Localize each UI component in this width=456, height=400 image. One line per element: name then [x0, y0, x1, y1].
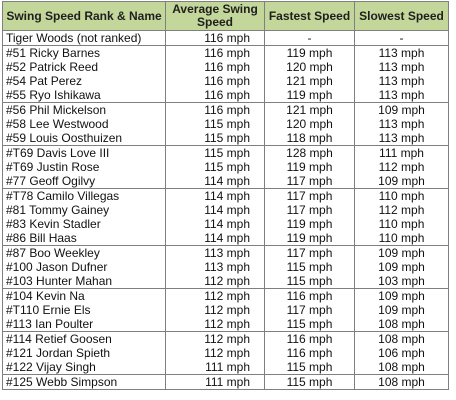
slowest-speed-cell: 110 mph: [355, 217, 449, 231]
average-speed-cell: 112 mph: [166, 274, 265, 289]
player-name-cell: Tiger Woods (not ranked): [3, 31, 166, 46]
average-speed-cell: 114 mph: [166, 174, 265, 189]
average-speed-cell: 115 mph: [166, 160, 265, 174]
player-name-cell: #122 Vijay Singh: [3, 360, 166, 375]
average-speed-cell: 115 mph: [166, 131, 265, 146]
header-row: [3, 2, 449, 31]
fastest-speed-cell: 115 mph: [265, 274, 355, 289]
fastest-speed-cell: 121 mph: [265, 103, 355, 118]
table-row: [3, 260, 449, 274]
table-row: [3, 217, 449, 231]
average-speed-cell: 111 mph: [166, 360, 265, 375]
fastest-speed-cell: 115 mph: [265, 317, 355, 332]
slowest-speed-cell: 110 mph: [355, 189, 449, 204]
player-name-cell: #121 Jordan Spieth: [3, 346, 166, 360]
fastest-speed-cell: 119 mph: [265, 46, 355, 61]
player-name-cell: #55 Ryo Ishikawa: [3, 88, 166, 103]
player-name-cell: #56 Phil Mickelson: [3, 103, 166, 118]
slowest-speed-cell: 109 mph: [355, 260, 449, 274]
slowest-speed-cell: 108 mph: [355, 360, 449, 375]
player-name-cell: #54 Pat Perez: [3, 74, 166, 88]
player-name-cell: #114 Retief Goosen: [3, 332, 166, 347]
table-row: [3, 346, 449, 360]
average-speed-cell: 114 mph: [166, 217, 265, 231]
slowest-speed-cell: -: [355, 31, 449, 46]
table-row: [3, 160, 449, 174]
average-speed-cell: 114 mph: [166, 203, 265, 217]
slowest-speed-cell: 111 mph: [355, 146, 449, 161]
player-name-cell: #104 Kevin Na: [3, 289, 166, 304]
fastest-speed-cell: 118 mph: [265, 131, 355, 146]
player-name-cell: #86 Bill Haas: [3, 231, 166, 246]
average-speed-cell: 116 mph: [166, 31, 265, 46]
table-row: [3, 360, 449, 375]
slowest-speed-cell: 112 mph: [355, 203, 449, 217]
fastest-speed-cell: 115 mph: [265, 375, 355, 390]
slowest-speed-cell: 108 mph: [355, 317, 449, 332]
average-speed-cell: 116 mph: [166, 60, 265, 74]
table-row: [3, 203, 449, 217]
header-slowest-speed: Slowest Speed: [355, 2, 449, 31]
player-name-cell: #81 Tommy Gainey: [3, 203, 166, 217]
slowest-speed-cell: 109 mph: [355, 246, 449, 261]
average-speed-cell: 112 mph: [166, 346, 265, 360]
player-name-cell: #51 Ricky Barnes: [3, 46, 166, 61]
table-row: [3, 131, 449, 146]
header-average-speed: Average Swing Speed: [166, 2, 265, 31]
table-row: [3, 174, 449, 189]
average-speed-cell: 112 mph: [166, 317, 265, 332]
fastest-speed-cell: 119 mph: [265, 217, 355, 231]
player-name-cell: #125 Webb Simpson: [3, 375, 166, 390]
player-name-cell: #87 Boo Weekley: [3, 246, 166, 261]
fastest-speed-cell: -: [265, 31, 355, 46]
average-speed-cell: 116 mph: [166, 74, 265, 88]
player-name-cell: #T78 Camilo Villegas: [3, 189, 166, 204]
average-speed-cell: 115 mph: [166, 146, 265, 161]
average-speed-cell: 112 mph: [166, 289, 265, 304]
fastest-speed-cell: 116 mph: [265, 332, 355, 347]
fastest-speed-cell: 117 mph: [265, 303, 355, 317]
table-row: [3, 189, 449, 204]
swing-speed-table: [2, 1, 449, 390]
table-row: [3, 231, 449, 246]
table-row: [3, 289, 449, 304]
fastest-speed-cell: 115 mph: [265, 360, 355, 375]
header-fastest-speed: Fastest Speed: [265, 2, 355, 31]
table-row: [3, 303, 449, 317]
table-row: [3, 31, 449, 46]
slowest-speed-cell: 112 mph: [355, 160, 449, 174]
slowest-speed-cell: 113 mph: [355, 131, 449, 146]
fastest-speed-cell: 115 mph: [265, 260, 355, 274]
slowest-speed-cell: 109 mph: [355, 289, 449, 304]
table-row: [3, 332, 449, 347]
fastest-speed-cell: 117 mph: [265, 246, 355, 261]
slowest-speed-cell: 103 mph: [355, 274, 449, 289]
player-name-cell: #113 Ian Poulter: [3, 317, 166, 332]
table-row: [3, 88, 449, 103]
fastest-speed-cell: 117 mph: [265, 203, 355, 217]
average-speed-cell: 112 mph: [166, 303, 265, 317]
average-speed-cell: 116 mph: [166, 46, 265, 61]
player-name-cell: #100 Jason Dufner: [3, 260, 166, 274]
slowest-speed-cell: 108 mph: [355, 375, 449, 390]
slowest-speed-cell: 108 mph: [355, 332, 449, 347]
table-row: [3, 246, 449, 261]
slowest-speed-cell: 113 mph: [355, 88, 449, 103]
player-name-cell: #T69 Davis Love III: [3, 146, 166, 161]
table-body: [3, 31, 449, 390]
player-name-cell: #T110 Ernie Els: [3, 303, 166, 317]
fastest-speed-cell: 121 mph: [265, 74, 355, 88]
table-row: [3, 117, 449, 131]
table-row: [3, 103, 449, 118]
player-name-cell: #77 Geoff Ogilvy: [3, 174, 166, 189]
average-speed-cell: 115 mph: [166, 117, 265, 131]
average-speed-cell: 113 mph: [166, 246, 265, 261]
table-row: [3, 317, 449, 332]
player-name-cell: #83 Kevin Stadler: [3, 217, 166, 231]
table-row: [3, 74, 449, 88]
average-speed-cell: 116 mph: [166, 103, 265, 118]
player-name-cell: #T69 Justin Rose: [3, 160, 166, 174]
table-row: [3, 146, 449, 161]
table-row: [3, 375, 449, 390]
slowest-speed-cell: 109 mph: [355, 303, 449, 317]
slowest-speed-cell: 113 mph: [355, 117, 449, 131]
fastest-speed-cell: 128 mph: [265, 146, 355, 161]
average-speed-cell: 112 mph: [166, 332, 265, 347]
table-row: [3, 274, 449, 289]
swing-speed-table-container: [2, 1, 449, 390]
table-row: [3, 60, 449, 74]
fastest-speed-cell: 119 mph: [265, 88, 355, 103]
fastest-speed-cell: 119 mph: [265, 160, 355, 174]
fastest-speed-cell: 120 mph: [265, 117, 355, 131]
slowest-speed-cell: 109 mph: [355, 103, 449, 118]
average-speed-cell: 114 mph: [166, 231, 265, 246]
slowest-speed-cell: 109 mph: [355, 174, 449, 189]
player-name-cell: #58 Lee Westwood: [3, 117, 166, 131]
average-speed-cell: 113 mph: [166, 260, 265, 274]
slowest-speed-cell: 113 mph: [355, 46, 449, 61]
player-name-cell: #103 Hunter Mahan: [3, 274, 166, 289]
slowest-speed-cell: 113 mph: [355, 60, 449, 74]
header-rank-name: Swing Speed Rank & Name: [3, 2, 166, 31]
average-speed-cell: 116 mph: [166, 88, 265, 103]
player-name-cell: #52 Patrick Reed: [3, 60, 166, 74]
table-row: [3, 46, 449, 61]
fastest-speed-cell: 116 mph: [265, 289, 355, 304]
fastest-speed-cell: 117 mph: [265, 174, 355, 189]
fastest-speed-cell: 120 mph: [265, 60, 355, 74]
average-speed-cell: 111 mph: [166, 375, 265, 390]
slowest-speed-cell: 106 mph: [355, 346, 449, 360]
fastest-speed-cell: 116 mph: [265, 346, 355, 360]
slowest-speed-cell: 110 mph: [355, 231, 449, 246]
slowest-speed-cell: 113 mph: [355, 74, 449, 88]
average-speed-cell: 114 mph: [166, 189, 265, 204]
fastest-speed-cell: 119 mph: [265, 231, 355, 246]
player-name-cell: #59 Louis Oosthuizen: [3, 131, 166, 146]
fastest-speed-cell: 117 mph: [265, 189, 355, 204]
